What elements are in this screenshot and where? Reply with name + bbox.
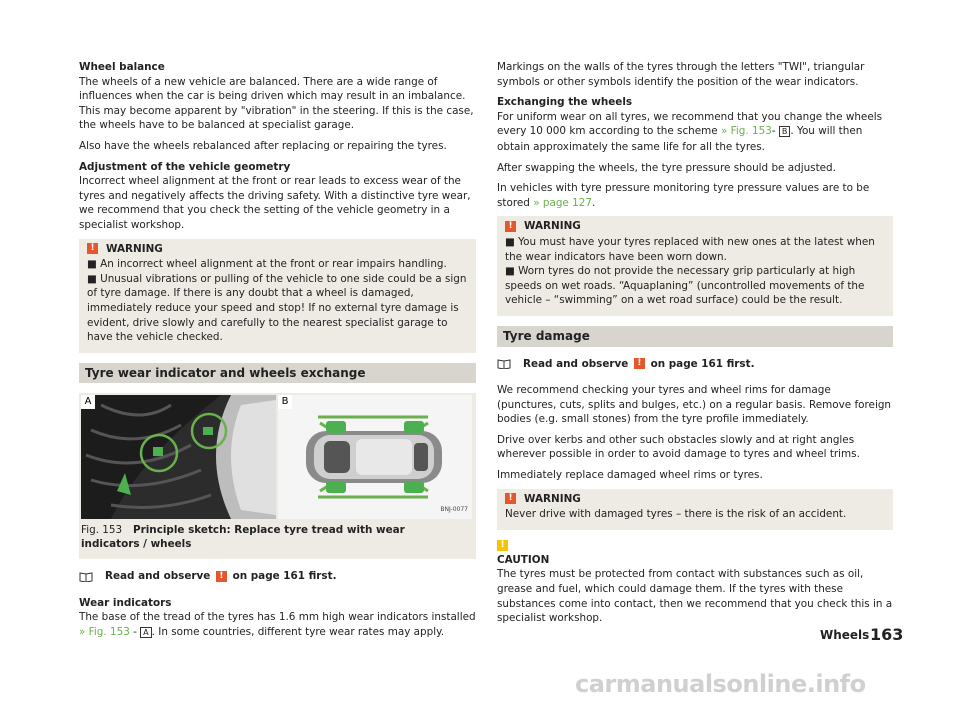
- warning-icon: !: [216, 571, 227, 582]
- figure-153: [79, 393, 476, 559]
- read-observe-page-link[interactable]: on page 161 first.: [650, 357, 755, 370]
- geometry-paragraph: [79, 160, 476, 233]
- warning-box-alignment: [79, 239, 476, 353]
- page-127-link[interactable]: » page 127: [533, 196, 592, 209]
- figure-panel-wheel-exchange: [278, 395, 472, 519]
- warning-box-damaged-tyres: [497, 489, 893, 530]
- monitor-text: In vehicles with tyre pressure monitoring tyre pressure values are to be stored: [497, 182, 870, 209]
- warning-item: ■ Unusual vibrations or pulling of the vehicle to one side could be a sign of tyre damage. If there is any doubt that a wheel is damaged, immediately reduce your speed and stop! If no external tyre damage is evident, drive slowly and carefully to the nearest specialist garage to have the vehicle checked.: [87, 272, 467, 344]
- page-number: 163: [870, 625, 904, 644]
- caution-title: CAUTION: [497, 553, 550, 566]
- wear-indicators-title: Wear indicators: [79, 596, 172, 609]
- figure-panel-tyre-tread: [81, 395, 276, 519]
- exchange-text: For uniform wear on all tyres, we recommend that you change the wheels every 10 000 km according to the scheme: [497, 110, 883, 138]
- read-observe-note: [79, 569, 476, 584]
- wear-indicators-text: The base of the tread of the tyres has 1.6 mm high wear indicators installed: [79, 611, 476, 624]
- wheel-balance-text: The wheels of a new vehicle are balanced. There are a wide range of influences when the car is being driven which may result in an imbalance. This may become apparent by "vibration" in the steering. If this is the case, the wheels have to be balanced at specialist garage.: [79, 75, 474, 132]
- swap-text: After swapping the wheels, the tyre pressure should be adjusted.: [497, 161, 836, 174]
- read-observe-before: Read and observe: [105, 570, 211, 583]
- figure-label-b: B: [278, 395, 292, 409]
- wear-tag-a: A: [140, 627, 151, 638]
- wheel-balance-title: Wheel balance: [79, 61, 165, 73]
- footer-section-name: Wheels: [820, 628, 870, 642]
- warning-title: WARNING: [106, 242, 163, 255]
- fig-153-link[interactable]: » Fig. 153: [79, 626, 130, 639]
- caution-icon: !: [497, 540, 508, 551]
- monitor-paragraph: [497, 181, 893, 210]
- right-column: [497, 60, 893, 632]
- figure-number: Fig. 153: [81, 524, 123, 537]
- tyre-tread-illustration: [81, 395, 276, 519]
- geometry-title: Adjustment of the vehicle geometry: [79, 160, 291, 173]
- read-observe-note: [497, 357, 893, 372]
- warning-text: Never drive with damaged tyres – there is the risk of an accident.: [505, 508, 847, 521]
- wear-indicators-paragraph: [79, 596, 476, 641]
- warning-icon: !: [505, 493, 516, 504]
- rebalance-text: Also have the wheels rebalanced after replacing or repairing the tyres.: [79, 139, 447, 152]
- warning-icon: !: [505, 221, 516, 232]
- figure-label-a: A: [81, 395, 95, 409]
- damage-text-2: Drive over kerbs and other such obstacles slowly and at right angles wherever possible in order to avoid damage to tyres and wheel trims.: [497, 433, 860, 461]
- section-heading-tyre-wear: Tyre wear indicator and wheels exchange: [79, 363, 476, 384]
- damage-text-1: We recommend checking your tyres and wheel rims for damage (punctures, cuts, splits and bulges, etc.) on a regular basis. Remove foreign bodies (e.g. small stones) from the tyre profile immediately.: [497, 384, 892, 426]
- warning-icon: !: [634, 358, 645, 369]
- exchange-paragraph: Exchanging the wheels For uniform wear on all tyres, we recommend that you change the wheels every 10 000 km according to the scheme » Fig. 153- B . You will then obtain approximately the same life for all the tyres.: [497, 96, 883, 153]
- fig-153-link[interactable]: » Fig. 153: [721, 125, 772, 138]
- warning-header: [505, 492, 885, 507]
- warning-box-replace-tyres: [497, 216, 893, 316]
- book-icon: [79, 572, 93, 582]
- figure-caption-text: Principle sketch: Replace tyre tread with wear indicators / wheels: [81, 524, 405, 551]
- markings-text: Markings on the walls of the tyres through the letters "TWI", triangular symbols or other symbols identify the position of the wear indicators.: [497, 61, 865, 88]
- warning-title: WARNING: [524, 492, 581, 505]
- wear-sep: -: [129, 626, 141, 639]
- warning-header: [505, 219, 885, 234]
- warning-item: ■ An incorrect wheel alignment at the front or rear impairs handling.: [87, 258, 447, 271]
- exchange-title: Exchanging the wheels: [497, 96, 633, 109]
- section-heading-tyre-damage: Tyre damage: [497, 326, 893, 347]
- caution-header: [497, 540, 893, 551]
- monitor-end: .: [591, 196, 596, 209]
- wear-indicators-text-end: . In some countries, different tyre wear rates may apply.: [151, 626, 445, 639]
- warning-icon: !: [87, 243, 98, 254]
- figure-caption: [81, 523, 466, 551]
- exchange-text-end: . You will then obtain approximately the same life for all the tyres.: [497, 125, 863, 153]
- damage-text-3: Immediately replace damaged wheel rims or tyres.: [497, 469, 763, 482]
- wheel-balance-paragraph: [79, 60, 476, 133]
- warning-title: WARNING: [524, 220, 581, 233]
- figure-code: BNJ-0077: [440, 505, 468, 513]
- left-column: [79, 60, 476, 647]
- caution-block: [497, 553, 893, 626]
- warning-item: ■ You must have your tyres replaced with new ones at the latest when the wear indicators have been worn down.: [505, 235, 875, 263]
- caution-text: The tyres must be protected from contact with substances such as oil, grease and fuel, which could damage them. If the tyres with these substances come into contact, then we recommend that you check this in a specialist workshop.: [497, 568, 893, 625]
- warning-item: ■ Worn tyres do not provide the necessary grip particularly at high speeds on wet roads. “Aquaplaning” (uncontrolled movements of the vehicle – “swimming” on a wet road surface) could be the result.: [505, 265, 865, 307]
- read-observe-before: Read and observe: [523, 357, 629, 370]
- book-icon: [497, 359, 511, 369]
- watermark: carmanualsonline.info: [575, 670, 866, 698]
- exchange-tag-b: B: [779, 126, 791, 137]
- geometry-text: Incorrect wheel alignment at the front or rear leads to excess wear of the tyres and negatively affects the driving safety. With a distinctive tyre wear, we recommend that you check the setting of the vehicle geometry in a specialist workshop.: [79, 175, 471, 231]
- wheel-exchange-scheme-illustration: [278, 395, 472, 519]
- warning-header: [87, 242, 468, 257]
- read-observe-page-link[interactable]: on page 161 first.: [232, 570, 337, 583]
